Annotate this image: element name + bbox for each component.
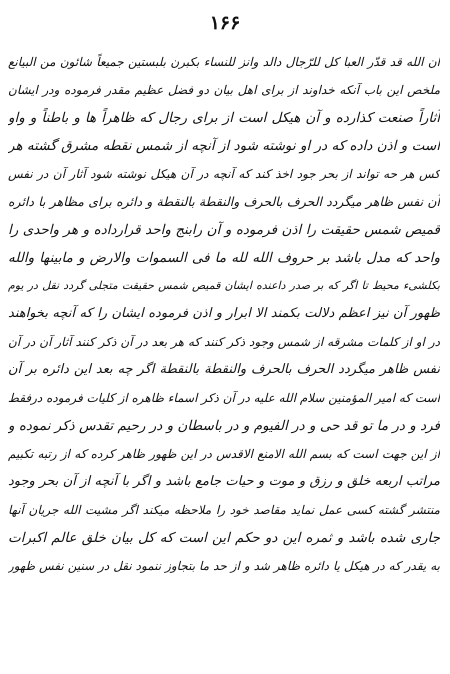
text-line: ظهور آن نیز اعظم دلالت بکمند الا ابرار و اذن فرموده ایشان را که آنچه بخواهند bbox=[8, 306, 440, 321]
text-line: است و اذن داده که در او نوشته شود از آنچه از شمس نقطه مشرق گشته هر bbox=[8, 138, 440, 154]
text-line: آن نفس ظاهر میگردد الحرف بالحرف والنقطة بالنقطة و دائره برای مظاهر با دائره bbox=[8, 194, 440, 209]
text-line: مراتب اربعه خلق و رزق و موت و حیات جامع باشد و اگر با آنچه از آن بحر وجود bbox=[8, 474, 440, 489]
text-line: است که امیر المؤمنین سلام الله علیه در آن ذکر اسماء ظاهره از کلیات فرموده درفقط bbox=[8, 391, 440, 405]
text-line: نفس ظاهر میگردد الحرف بالحرف والنقطة بالنقطة اگر چه بعد این دائره بر آن bbox=[8, 362, 440, 377]
text-line: ملخص این باب آنکه خداوند از برای اهل بیان دو فضل عظیم مقدر فرموده ودر ایشان bbox=[8, 83, 440, 97]
text-line: از این جهت است که بسم الله الامنع الاقدس در این ظهور ظاهر کرده که از رتبه تکبیم bbox=[8, 447, 440, 461]
text-line: بکلشیء محیط تا اگر که بر صدر داعنده ایشان قمیص شمس حقیقت متجلی گردد نقل در یوم bbox=[8, 279, 440, 292]
text-line: آثاراً صنعت کذارده و آن هیکل است از برای رجال که ظاهراً ها و باطناً و واو bbox=[8, 110, 440, 126]
text-line: جاری شده باشد و ثمره این دو حکم این است که کل بیان خلق عالم اکبرات bbox=[8, 530, 440, 546]
text-line: به یقدر که در هیکل یا دائره ظاهر شد و از حد ما بتجاوز ننمود نقل در سنین نفس ظهور bbox=[8, 559, 440, 573]
text-line: قمیص شمس حقیقت را اذن فرموده و آن رابنج واحد قرارداده و هر واحدی را bbox=[8, 222, 440, 238]
text-line: در او از کلمات مشرقه از شمس وجود ذکر کنند که هر بعد در آن ذکر کنند آثار آن در آن bbox=[8, 335, 440, 349]
text-line: واحد که مدل باشد بر حروف الله لله ما فی السموات والارض و مابینها والله bbox=[8, 250, 440, 266]
body-text bbox=[8, 48, 440, 580]
page-number: ۱۶۶ bbox=[209, 12, 241, 34]
text-line: ان الله قد قدّر العبا کل للرّجال دالد وانز للنساء بکبرن بلبستین جمیعاً شائون من البیانع bbox=[8, 55, 440, 69]
text-line: فرد و در ما تو قد حی و در الفیوم و در باسطان و در رحیم تقدس ذکر نموده و bbox=[8, 418, 440, 434]
text-line: کس هر حه تواند از بحر جود اخذ کند که آنچه در آن هیکل نوشته شود آثار آن در نفس bbox=[8, 167, 440, 181]
text-line: منتشر گشته کسی عمل نماید مقاصد خود را ملاحظه میکند اگر مشیت الله جریان آنها bbox=[8, 503, 440, 517]
